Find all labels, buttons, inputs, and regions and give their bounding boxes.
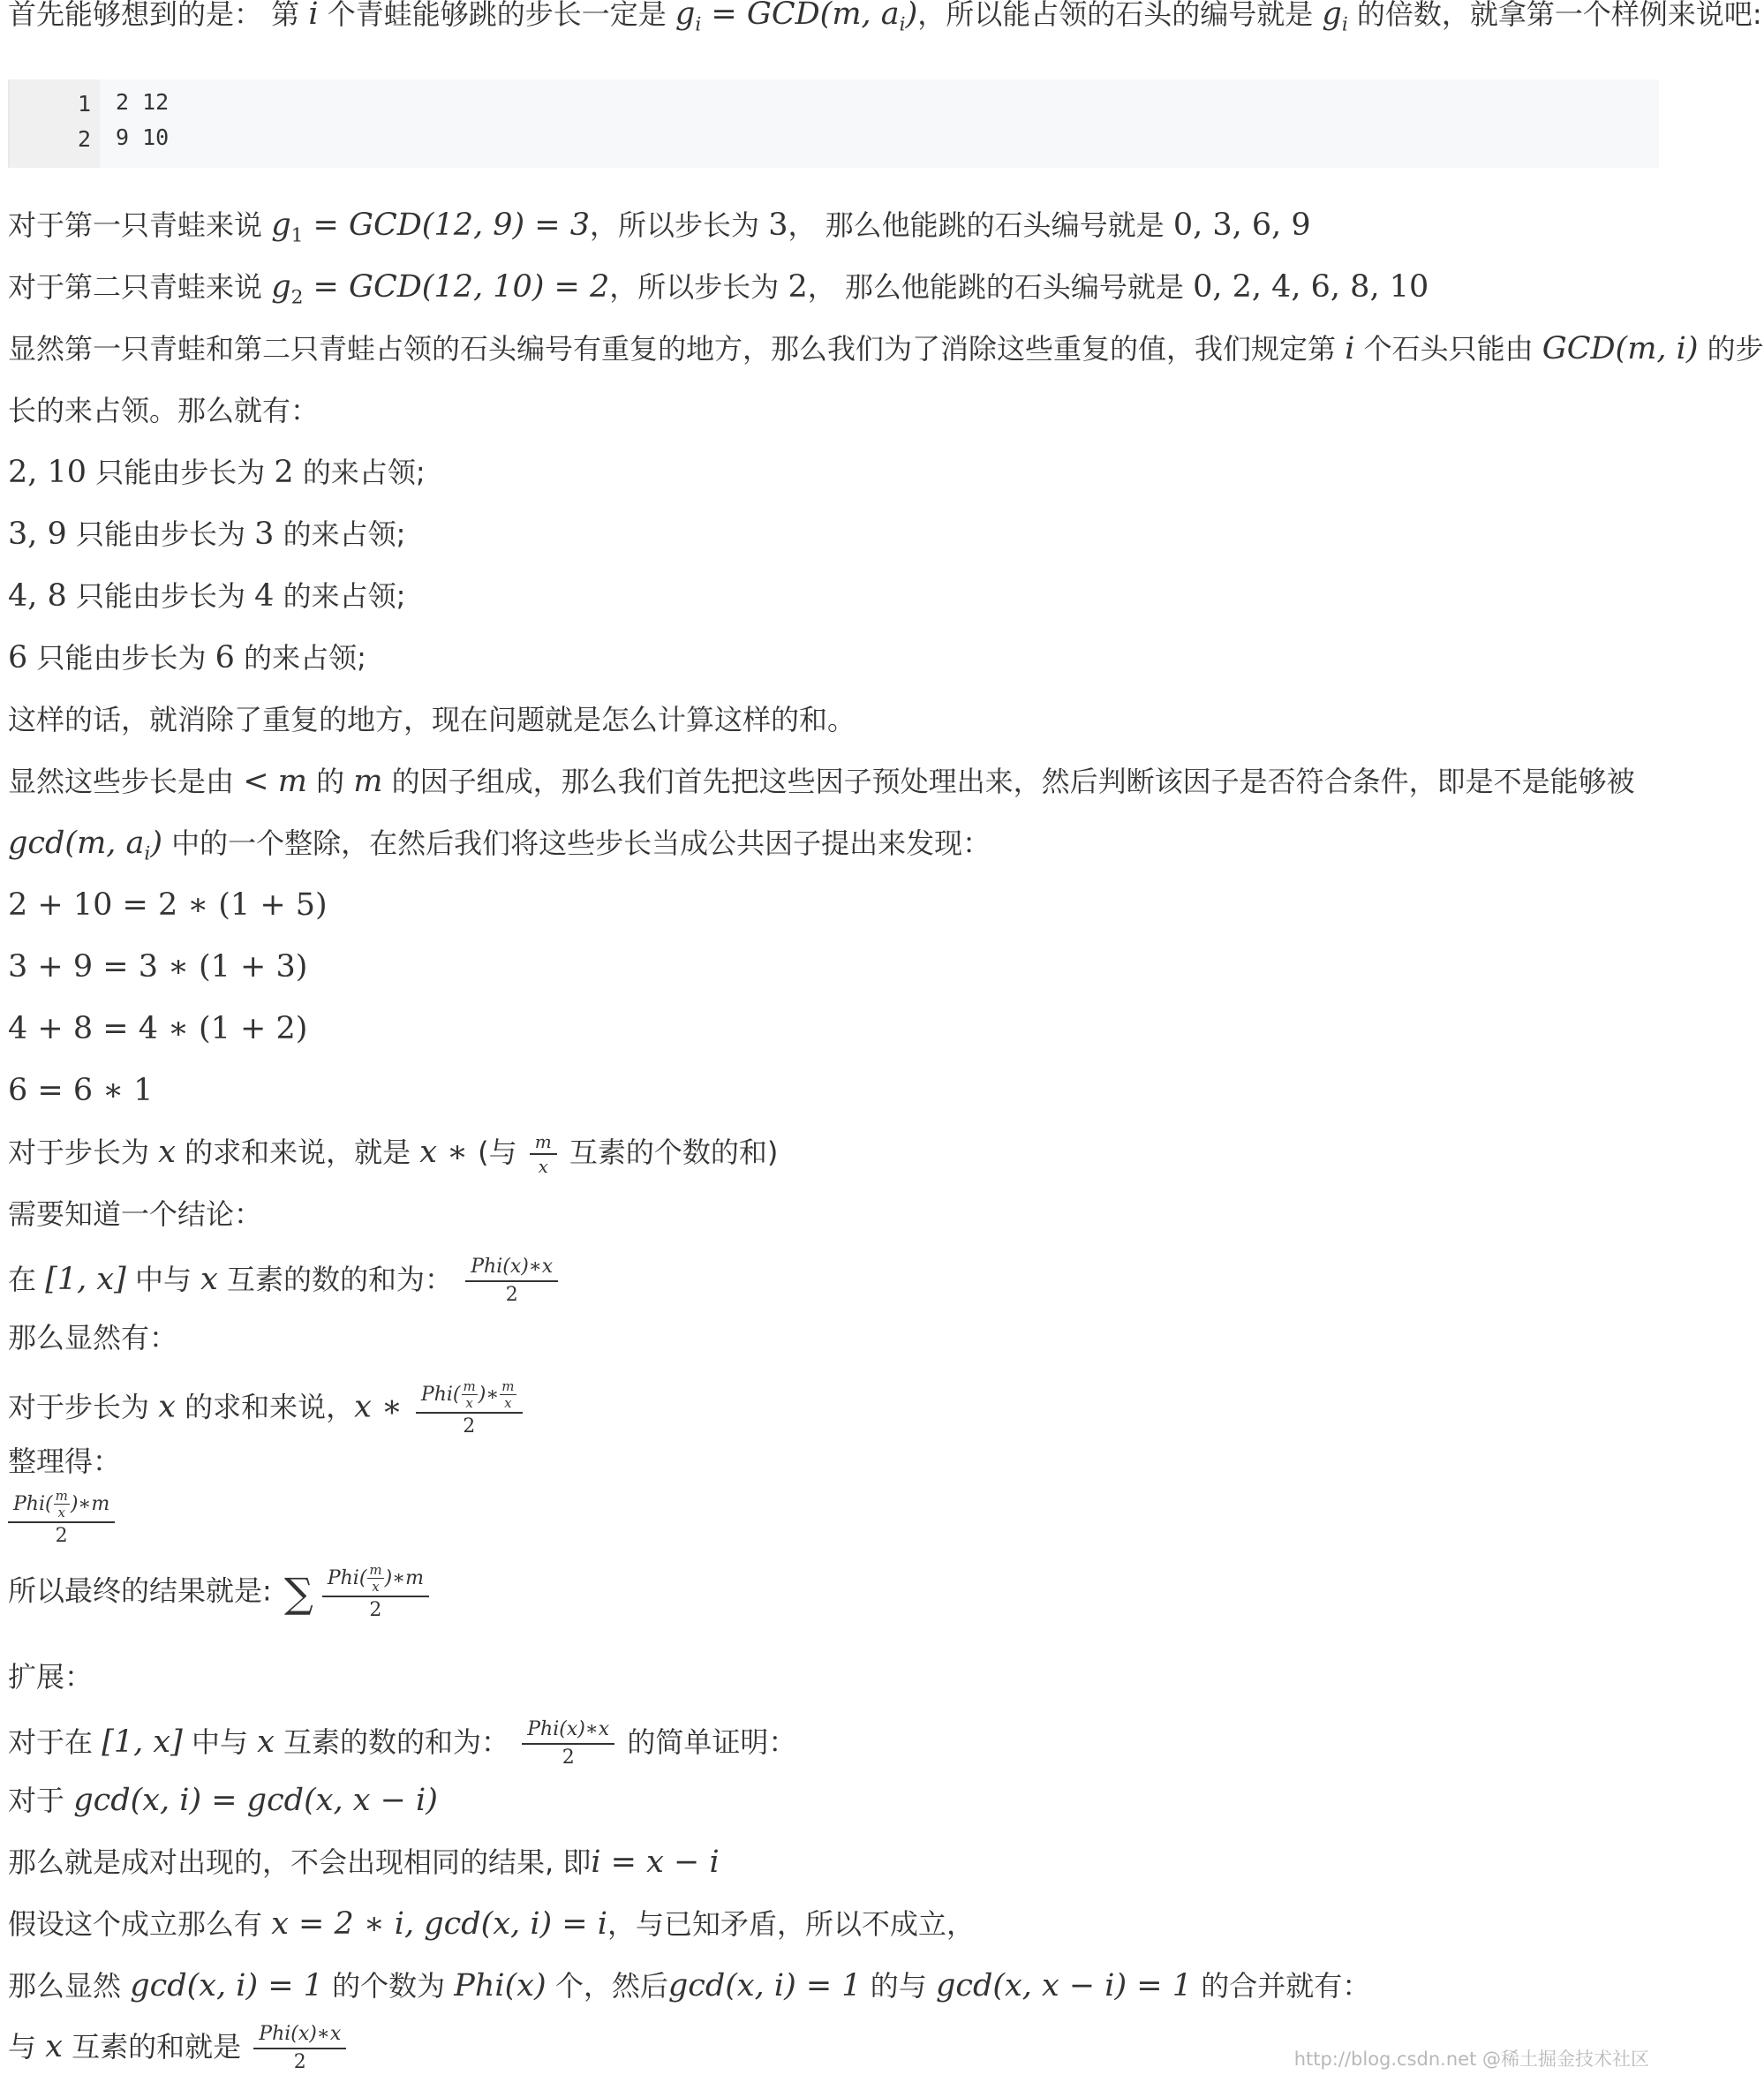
text: 对于在 (8, 1725, 102, 1759)
equation: 3 + 9 = 3 ∗ (1 + 3) (8, 949, 308, 985)
sigma-symbol: ∑ (283, 1568, 313, 1617)
text: 中的一个整除，在然后我们将这些步长当成公共因子提出来发现： (162, 826, 991, 860)
line-number-gutter (10, 79, 100, 168)
equation: 2 + 10 = 2 ∗ (1 + 5) (8, 887, 328, 923)
text: 个青蛙能够跳的步长一定是 (318, 0, 675, 31)
text: 那么显然 (8, 1969, 131, 2003)
paragraph-frog-1 (8, 205, 1654, 257)
math-phi-x: Phi(x) (454, 1968, 547, 2003)
text: ， 那么他能跳的石头编号就是 (807, 270, 1194, 304)
paragraph-factors-cont (8, 823, 1654, 875)
paragraph-rule-cont (8, 390, 1654, 431)
math-m: m (277, 764, 307, 799)
text: 的倍数，就拿第一个样例来说吧: (1347, 0, 1762, 31)
math-x: x (158, 1135, 176, 1170)
math-stones-2: 0, 2, 4, 6, 8, 10 (1193, 269, 1429, 305)
text: 显然这些步长是由 (8, 765, 244, 798)
code-block (8, 79, 1659, 168)
text: 那么就是成对出现的，不会出现相同的结果, 即 (8, 1845, 592, 1879)
text: ，与已知矛盾，所以不成立， (607, 1907, 975, 1941)
occupy-line (8, 452, 1654, 493)
math-range: [1, x] (102, 1724, 183, 1760)
paragraph-proof-intro (8, 1718, 1654, 1769)
fraction-phi-mx: Phi( $\frac{m}{x}$ )∗ $\frac{m}{x}$ 2 (416, 1379, 523, 1438)
math-gcd-1: gcd(x, i) = 1 (667, 1968, 862, 2003)
fraction-phi-m-sum: Phi( $\frac{m}{x}$ )∗m 2 (322, 1563, 429, 1622)
math-2: 2 (788, 269, 808, 305)
text: 只能由步长为 (87, 456, 275, 489)
paragraph-frog-2 (8, 267, 1654, 319)
text: 的来占领; (234, 641, 366, 675)
text: 中与 (182, 1725, 258, 1759)
text: 这样的话，就消除了重复的地方，现在问题就是怎么计算这样的和。 (8, 703, 856, 736)
paragraph-pairs (8, 1842, 1654, 1883)
text: 只能由步长为 (66, 579, 255, 613)
math-i: i (1345, 331, 1355, 366)
math-gi: $g_i$ (1322, 0, 1348, 36)
text: (与 (478, 1136, 526, 1169)
math-gcd-1: gcd(x, i) = 1 (130, 1968, 323, 2003)
code-line: 2 12 (116, 89, 170, 115)
text: ，所以步长为 (609, 270, 788, 304)
fraction-phi-x: $\frac{\text{Phi(x)∗x}}{2}$ (253, 2023, 346, 2074)
text: 扩展： (8, 1660, 94, 1694)
text: 的 (306, 765, 354, 798)
paragraph-phi-count (8, 1966, 1654, 2006)
watermark: http://blog.csdn.net @稀土掘金技术社区 (1293, 2049, 1649, 2070)
text: 只能由步长为 (27, 641, 215, 675)
math-i-eq: i = x − i (591, 1845, 720, 1880)
text: ， 那么他能跳的石头编号就是 (788, 208, 1173, 242)
text: 对于第一只青蛙来说 (8, 208, 272, 242)
paragraph-step-sum (8, 1132, 1654, 1176)
paragraph-intro (8, 0, 1762, 46)
text: 的来占领; (293, 456, 426, 489)
occupy-line (8, 638, 1654, 678)
text: 假设这个成立那么有 (8, 1907, 272, 1941)
math-pair: 4, 8 (8, 578, 67, 614)
math-x: x (257, 1724, 275, 1760)
text: 中与 (125, 1263, 201, 1296)
section-extension (8, 1656, 1654, 1697)
fraction-phi-m: Phi( $\frac{m}{x}$ )∗m 2 (8, 1489, 115, 1548)
paragraph-factors (8, 761, 1654, 802)
text: 在 (8, 1263, 46, 1296)
math-step: 4 (254, 578, 275, 614)
text: ，所以能占领的石头的编号就是 (917, 0, 1323, 31)
text: 显然第一只青蛙和第二只青蛙占领的石头编号有重复的地方，那么我们为了消除这些重复的值，我们规定第 (8, 332, 1346, 366)
text: 互素的数的和为： (217, 1263, 463, 1296)
text: 对于步长为 (8, 1136, 159, 1169)
text: 互素的数的和为： (274, 1725, 519, 1759)
text: 的因子组成，那么我们首先把这些因子预处理出来，然后判断该因子是否符合条件，即是不是能够被 (382, 765, 1635, 798)
math-x: x (158, 1389, 176, 1425)
paragraph-summary (8, 699, 1654, 740)
text: 互素的个数的和) (560, 1136, 779, 1169)
math-gcd-mai: gcd(m, $a_i$) (8, 826, 162, 865)
math-g1: $g_1 = GCD(12$, 9) = 3 (271, 208, 591, 247)
text: 那么显然有： (8, 1321, 178, 1354)
math-xstar: x ∗ (419, 1135, 479, 1170)
text: 的求和来说，就是 (175, 1136, 420, 1169)
math-step: 6 (215, 640, 235, 675)
text: 只能由步长为 (66, 517, 255, 551)
paragraph-simplify (8, 1441, 1654, 1482)
math-x: x (200, 1262, 218, 1297)
paragraph-rule (8, 328, 1764, 369)
paragraph-contradiction (8, 1904, 1654, 1944)
text: 对于步长为 (8, 1390, 159, 1424)
math-gcd-symmetry: gcd(x, i) = gcd(x, x − i) (73, 1783, 438, 1818)
text: 互素的和就是 (62, 2030, 251, 2064)
text: 所以最终的结果就是: (8, 1573, 281, 1608)
math-g2: $g_2 = GCD(12$, 10) = 2 (271, 269, 610, 309)
text: 的步 (1698, 332, 1764, 366)
text: 个，然后 (546, 1969, 668, 2003)
text: 个石头只能由 (1354, 332, 1542, 366)
text: 对于第二只青蛙来说 (8, 270, 272, 304)
math-pair: 3, 9 (8, 517, 67, 552)
math-xstar: x ∗ (354, 1389, 412, 1425)
paragraph-step-sum-2 (8, 1379, 1654, 1438)
math-gi-def: $g_i = GCD(m$, $a_i$) (675, 0, 918, 36)
line-number: 1 (77, 91, 91, 117)
text: 与 (8, 2030, 46, 2064)
line-number: 2 (77, 126, 91, 152)
paragraph-lemma-statement (8, 1256, 1654, 1307)
text: 的个数为 (322, 1969, 455, 2003)
math-m: m (353, 764, 383, 799)
math-3: 3 (768, 208, 788, 243)
math-pair: 6 (8, 640, 28, 675)
math-step: 2 (274, 455, 294, 490)
fraction-phi-x: $\frac{\text{Phi(x)∗x}}{2}$ (465, 1256, 558, 1307)
paragraph-then (8, 1317, 1654, 1358)
text: 的与 (861, 1969, 936, 2003)
paragraph-result (8, 1563, 1654, 1622)
equation: 4 + 8 = 4 ∗ (1 + 2) (8, 1011, 308, 1046)
text: 的简单证明： (618, 1725, 797, 1759)
text: 的合并就有： (1192, 1969, 1371, 2003)
paragraph-lemma (8, 1194, 1654, 1234)
math-range: [1, x] (45, 1262, 126, 1297)
text: 需要知道一个结论： (8, 1197, 263, 1231)
math-x-2i: x = 2 ∗ i, gcd(x, i) = i (271, 1906, 607, 1942)
math-gcd-xx: gcd(x, x − i) = 1 (935, 1968, 1193, 2003)
text: ，所以步长为 (590, 208, 769, 242)
occupy-line (8, 576, 1654, 616)
paragraph-symmetry (8, 1780, 1654, 1821)
math-x: x (45, 2029, 63, 2064)
text: 首先能够想到的是： 第 (8, 0, 309, 31)
fraction-m-over-x: $\frac{m}{x}$ (530, 1132, 557, 1176)
math-stones-1: 0, 3, 6, 9 (1172, 208, 1311, 243)
occupy-line (8, 514, 1654, 555)
text: 的求和来说， (175, 1390, 355, 1424)
math-lt: < (243, 764, 269, 799)
equation: 6 = 6 ∗ 1 (8, 1073, 154, 1108)
text: 长的来占领。那么就有： (8, 394, 320, 427)
text: 的来占领; (274, 579, 406, 613)
math-gcd-mi: GCD(m, i) (1542, 331, 1699, 366)
fraction-phi-x: $\frac{\text{Phi(x)∗x}}{2}$ (522, 1718, 614, 1769)
math-i: i (308, 0, 319, 32)
math-pair: 2, 10 (8, 455, 87, 490)
text: 的来占领; (274, 517, 406, 551)
text: 对于 (8, 1784, 74, 1817)
math-step: 3 (254, 517, 275, 552)
text: 整理得： (8, 1445, 122, 1478)
formula-simplified (8, 1489, 1654, 1548)
code-line: 9 10 (116, 124, 170, 150)
